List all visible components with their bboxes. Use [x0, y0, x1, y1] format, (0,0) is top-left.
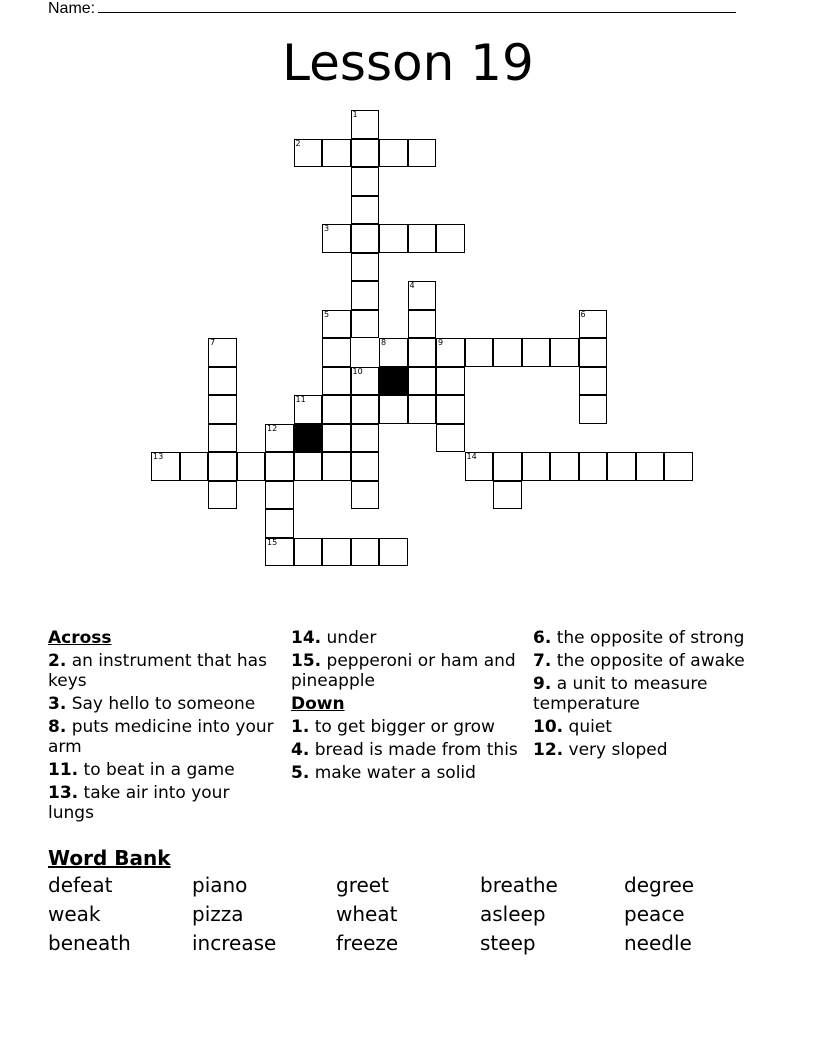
grid-cell[interactable]: [493, 481, 522, 510]
grid-cell[interactable]: [208, 452, 237, 481]
grid-cell-5[interactable]: [322, 310, 351, 339]
grid-cell[interactable]: [493, 338, 522, 367]
word-bank-word: degree: [624, 873, 695, 897]
grid-cell[interactable]: [180, 452, 209, 481]
grid-cell[interactable]: [436, 224, 465, 253]
grid-cell-9[interactable]: [436, 338, 465, 367]
grid-cell[interactable]: [636, 452, 665, 481]
grid-cell[interactable]: [579, 338, 608, 367]
grid-cell[interactable]: [579, 395, 608, 424]
word-bank-word: steep: [480, 931, 536, 955]
grid-cell[interactable]: [579, 452, 608, 481]
word-bank-word: breathe: [480, 873, 558, 897]
grid-cell[interactable]: [351, 139, 380, 168]
grid-cell[interactable]: [208, 424, 237, 453]
grid-cell[interactable]: [351, 452, 380, 481]
grid-cell[interactable]: [408, 367, 437, 396]
grid-cell-14[interactable]: [465, 452, 494, 481]
grid-cell[interactable]: [208, 481, 237, 510]
grid-cell-10[interactable]: [351, 367, 380, 396]
grid-cell[interactable]: [265, 509, 294, 538]
word-bank-word: peace: [624, 902, 685, 926]
clue-number: 11: [295, 395, 306, 404]
grid-cell-2[interactable]: [294, 139, 323, 168]
grid-cell[interactable]: [436, 424, 465, 453]
clue-down-1: 1. to get bigger or grow: [291, 717, 495, 737]
grid-cell[interactable]: [322, 538, 351, 567]
grid-cell[interactable]: [379, 224, 408, 253]
word-bank-word: increase: [192, 931, 277, 955]
grid-cell-15[interactable]: [265, 538, 294, 567]
grid-cell[interactable]: [351, 395, 380, 424]
grid-cell-black: [379, 367, 408, 396]
grid-cell[interactable]: [351, 167, 380, 196]
grid-cell[interactable]: [408, 224, 437, 253]
clue-down-10: 10. quiet: [533, 717, 612, 737]
grid-cell[interactable]: [436, 395, 465, 424]
grid-cell-11[interactable]: [294, 395, 323, 424]
page-title: Lesson 19: [282, 34, 534, 92]
clue-number: 8: [381, 338, 387, 347]
clue-across-8: 8. puts medicine into your arm: [48, 717, 274, 757]
grid-cell[interactable]: [351, 196, 380, 225]
word-bank-word: piano: [192, 873, 248, 897]
grid-cell[interactable]: [322, 424, 351, 453]
grid-cell[interactable]: [351, 424, 380, 453]
grid-cell[interactable]: [607, 452, 636, 481]
grid-cell-12[interactable]: [265, 424, 294, 453]
grid-cell[interactable]: [550, 452, 579, 481]
grid-cell[interactable]: [322, 395, 351, 424]
grid-cell[interactable]: [294, 452, 323, 481]
grid-cell[interactable]: [522, 338, 551, 367]
grid-cell[interactable]: [351, 253, 380, 282]
word-bank-word: needle: [624, 931, 692, 955]
word-bank-word: freeze: [336, 931, 399, 955]
grid-cell[interactable]: [664, 452, 693, 481]
word-bank-word: weak: [48, 902, 101, 926]
grid-cell[interactable]: [322, 452, 351, 481]
grid-cell[interactable]: [379, 139, 408, 168]
clue-number: 1: [352, 110, 358, 119]
word-bank-word: pizza: [192, 902, 244, 926]
clues-column-1: [48, 628, 278, 826]
clue-number: 6: [580, 309, 586, 319]
word-bank-word: asleep: [480, 902, 546, 926]
grid-cell-8[interactable]: [379, 338, 408, 367]
clues-column-2: [291, 628, 521, 786]
word-bank-word: greet: [336, 873, 389, 897]
grid-cell[interactable]: [379, 538, 408, 567]
clue-number: 15: [267, 537, 278, 547]
across-heading: Across: [48, 628, 112, 648]
clue-number: 5: [324, 309, 330, 319]
grid-cell[interactable]: [208, 367, 237, 396]
clue-down-7: 7. the opposite of awake: [533, 651, 745, 671]
clue-number: 2: [295, 138, 301, 148]
clues-column-3: [533, 628, 763, 763]
name-label: Name:: [48, 0, 96, 17]
clue-number: 7: [210, 338, 216, 347]
clue-across-14: 14. under: [291, 628, 377, 648]
grid-cell[interactable]: [265, 481, 294, 510]
clue-down-12: 12. very sloped: [533, 740, 668, 760]
down-heading: Down: [291, 694, 345, 714]
clue-down-6: 6. the opposite of strong: [533, 628, 745, 648]
grid-cell-13[interactable]: [151, 452, 180, 481]
grid-cell[interactable]: [522, 452, 551, 481]
grid-cell-black: [294, 424, 323, 453]
clue-across-3: 3. Say hello to someone: [48, 694, 256, 714]
grid-cell[interactable]: [550, 338, 579, 367]
word-bank-title: Word Bank: [48, 846, 171, 870]
grid-cell[interactable]: [208, 395, 237, 424]
word-bank-word: defeat: [48, 873, 113, 897]
clue-number: 3: [324, 224, 330, 233]
grid-cell[interactable]: [436, 367, 465, 396]
grid-cell[interactable]: [322, 367, 351, 396]
grid-cell[interactable]: [322, 338, 351, 367]
clue-number: 4: [409, 281, 415, 290]
clue-number: 9: [438, 338, 444, 347]
clue-number: 12: [267, 423, 278, 433]
grid-cell[interactable]: [351, 281, 380, 310]
grid-cell[interactable]: [351, 310, 380, 339]
clue-number: 10: [352, 366, 363, 376]
grid-cell[interactable]: [408, 139, 437, 168]
clue-number: 13: [153, 452, 164, 461]
word-bank: [48, 873, 768, 956]
word-bank-word: beneath: [48, 931, 131, 955]
grid-cell[interactable]: [265, 452, 294, 481]
grid-cell-4[interactable]: [408, 281, 437, 310]
clue-across-11: 11. to beat in a game: [48, 760, 235, 780]
grid-cell[interactable]: [294, 538, 323, 567]
grid-cell[interactable]: [351, 481, 380, 510]
grid-cell-7[interactable]: [208, 338, 237, 367]
clue-across-2: 2. an instrument that has keys: [48, 651, 267, 691]
grid-cell[interactable]: [237, 452, 266, 481]
grid-cell[interactable]: [465, 338, 494, 367]
clue-number: 14: [466, 452, 477, 461]
grid-cell-1[interactable]: [351, 110, 380, 139]
grid-cell-3[interactable]: [322, 224, 351, 253]
clue-across-15: 15. pepperoni or ham and pineapple: [291, 651, 516, 691]
grid-cell[interactable]: [408, 310, 437, 339]
grid-cell[interactable]: [579, 367, 608, 396]
grid-cell[interactable]: [351, 224, 380, 253]
grid-cell[interactable]: [408, 395, 437, 424]
grid-cell-6[interactable]: [579, 310, 608, 339]
clue-down-9: 9. a unit to measure temperature: [533, 674, 708, 714]
grid-cell[interactable]: [379, 395, 408, 424]
clue-down-5: 5. make water a solid: [291, 763, 476, 783]
grid-cell[interactable]: [351, 538, 380, 567]
grid-cell[interactable]: [322, 139, 351, 168]
word-bank-word: wheat: [336, 902, 398, 926]
grid-cell[interactable]: [493, 452, 522, 481]
clue-across-13: 13. take air into your lungs: [48, 783, 230, 823]
clue-down-4: 4. bread is made from this: [291, 740, 518, 760]
grid-cell[interactable]: [408, 338, 437, 367]
